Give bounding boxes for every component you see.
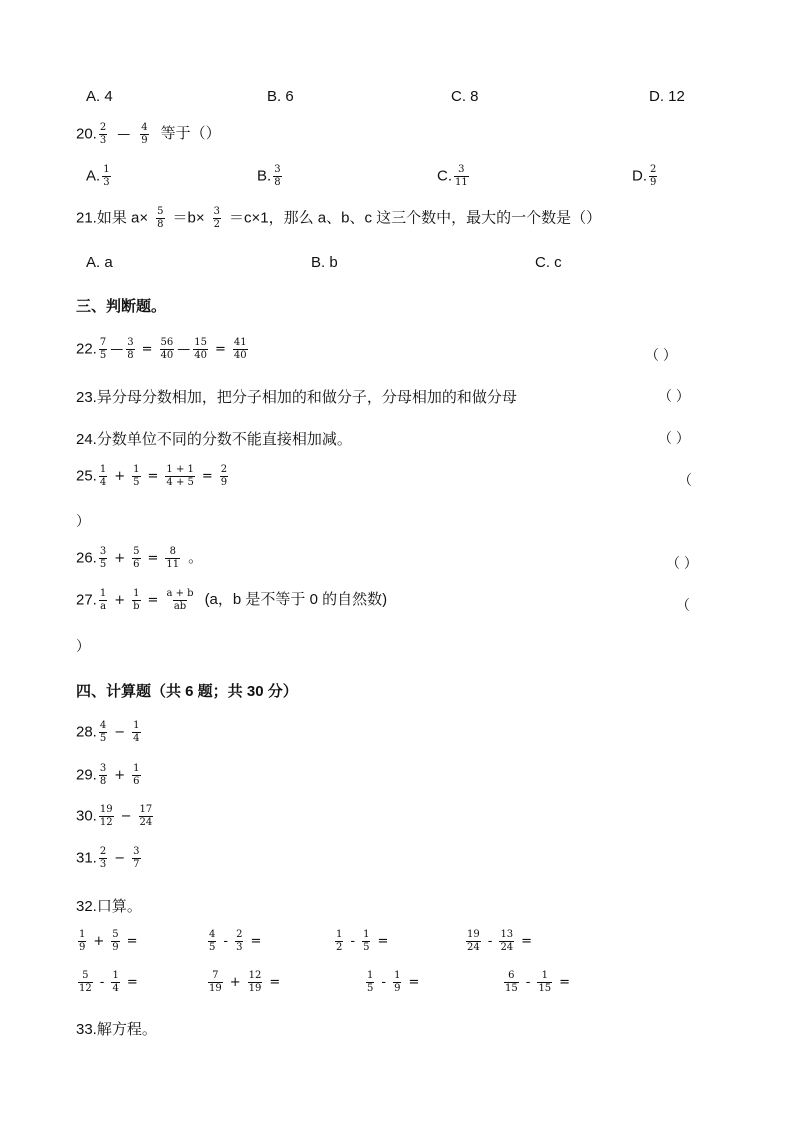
denominator: 19 [248, 983, 262, 994]
denominator: 3 [103, 177, 110, 188]
fraction [99, 546, 107, 571]
q20-option-d [632, 164, 659, 189]
mental-math-item [76, 970, 143, 995]
numerator: 4 [99, 720, 107, 731]
fraction [165, 588, 194, 613]
minus-sign: — [177, 342, 191, 358]
option-label: D. [632, 167, 647, 185]
mental-math-item [364, 970, 424, 995]
minus-sign: — [110, 342, 124, 358]
denominator: 3 [99, 135, 107, 146]
q28-number: 28. [76, 723, 97, 741]
numerator: 3 [458, 164, 465, 175]
operator: - [487, 934, 493, 950]
fraction [78, 970, 93, 995]
numerator: 6 [508, 970, 515, 981]
fraction [132, 588, 140, 613]
denominator: 15 [505, 983, 518, 994]
q30-number: 30. [76, 807, 97, 825]
denominator: 4 [99, 477, 107, 488]
numerator: 2 [650, 164, 657, 175]
equals-sign: = [141, 342, 153, 358]
q25-question [76, 464, 230, 489]
q30-question [76, 804, 155, 829]
denominator: 9 [220, 477, 228, 488]
denominator: 5 [133, 477, 140, 488]
numerator: 41 [233, 337, 247, 348]
fraction [160, 337, 175, 362]
fraction [466, 929, 481, 954]
numerator: 5 [82, 970, 89, 981]
numerator: 17 [139, 804, 153, 815]
numerator: 1 [99, 464, 107, 475]
fraction [99, 588, 107, 613]
numerator: 1 [112, 970, 119, 981]
denominator: 12 [79, 983, 92, 994]
q20-question [76, 122, 221, 147]
numerator: 1 [133, 720, 140, 731]
numerator: 1 + 1 [166, 464, 194, 475]
denominator: 9 [394, 983, 401, 994]
minus-sign: — [117, 127, 131, 143]
fraction [99, 337, 107, 362]
q25-number: 25. [76, 467, 97, 485]
equals-sign: = [559, 975, 571, 991]
numerator: 3 [133, 846, 140, 857]
numerator: 1 [133, 588, 140, 599]
mental-math-item [76, 929, 143, 954]
plus-sign: + [114, 768, 126, 784]
numerator: 1 [336, 929, 343, 940]
q19-option-a: A. 4 [86, 88, 113, 105]
denominator: 5 [367, 983, 374, 994]
section-3-heading: 三、判断题。 [76, 298, 167, 315]
numerator: 1 [99, 588, 107, 599]
denominator: 2 [213, 219, 220, 230]
mental-math-item [333, 929, 393, 954]
fraction [132, 464, 140, 489]
numerator: 3 [127, 337, 134, 348]
denominator: 15 [538, 983, 552, 994]
fraction [111, 929, 119, 954]
numerator: 19 [99, 804, 113, 815]
fraction [132, 546, 140, 571]
numerator: 56 [160, 337, 174, 348]
option-label: C. [437, 167, 452, 185]
fraction [366, 970, 374, 995]
q23-answer-box[interactable]: （ ） [658, 388, 690, 404]
numerator: 2 [99, 846, 107, 857]
denominator: 3 [99, 859, 107, 870]
numerator: 4 [209, 929, 216, 940]
numerator: 13 [500, 929, 514, 940]
q19-option-c: C. 8 [451, 88, 479, 105]
fraction [132, 763, 140, 788]
operator: - [223, 934, 229, 950]
plus-sign: + [114, 551, 126, 567]
fraction [220, 464, 228, 489]
denominator: 4 [112, 983, 119, 994]
q21-question [76, 206, 601, 231]
numerator: 7 [99, 337, 107, 348]
denominator: 2 [336, 942, 343, 953]
equals-sign: = [147, 551, 159, 567]
denominator: 5 [99, 350, 107, 361]
operator: + [93, 934, 105, 950]
mental-math-item [206, 929, 266, 954]
denominator: 8 [127, 350, 134, 361]
equals-sign: = [147, 469, 159, 485]
fraction [126, 337, 134, 362]
q27-answer-box-open[interactable]: （ [676, 597, 690, 613]
option-fraction [454, 164, 469, 189]
numerator: 8 [169, 546, 176, 557]
denominator: 5 [99, 733, 107, 744]
denominator: 6 [133, 559, 140, 570]
minus-sign: − [114, 851, 126, 867]
section-4-heading: 四、计算题（共 6 题；共 30 分） [76, 683, 298, 700]
option-fraction [273, 164, 281, 189]
q21-option-b: B. b [311, 254, 338, 271]
numerator: 1 [79, 929, 86, 940]
numerator: 1 [541, 970, 548, 981]
operator: - [525, 975, 531, 991]
operator: - [350, 934, 356, 950]
fraction [99, 720, 107, 745]
denominator: 9 [650, 177, 657, 188]
q23-question: 23.异分母分数相加，把分子相加的和做分子，分母相加的和做分母 [76, 389, 517, 406]
mental-math-item [206, 970, 285, 995]
numerator: a + b [166, 588, 194, 599]
option-fraction [102, 164, 110, 189]
minus-sign: − [120, 809, 132, 825]
operator: + [229, 975, 241, 991]
numerator: 5 [112, 929, 119, 940]
denominator: 40 [233, 350, 247, 361]
q21-fraction-2 [213, 206, 221, 231]
denominator: 24 [500, 942, 514, 953]
numerator: 1 [363, 929, 370, 940]
fraction [99, 804, 114, 829]
numerator: 1 [103, 164, 110, 175]
denominator: 8 [274, 177, 281, 188]
denominator: a [100, 601, 107, 612]
q21-fraction-1 [156, 206, 164, 231]
q20-option-c [437, 164, 471, 189]
q20-fraction-1 [99, 122, 107, 147]
plus-sign: + [114, 593, 126, 609]
denominator: 4 + 5 [166, 477, 194, 488]
equals-sign: = [126, 934, 138, 950]
q27-condition: (a，b 是不等于 0 的自然数) [204, 591, 388, 609]
equals-sign: = [408, 975, 420, 991]
numerator: 3 [99, 546, 107, 557]
q26-answer-box[interactable]: （ ） [666, 555, 698, 571]
fraction [537, 970, 552, 995]
fraction [233, 337, 248, 362]
numerator: 2 [220, 464, 228, 475]
q19-option-d: D. 12 [649, 88, 685, 105]
denominator: 40 [160, 350, 174, 361]
fraction [99, 846, 107, 871]
q27-number: 27. [76, 591, 97, 609]
equals-sign: = [250, 934, 262, 950]
numerator: 5 [133, 546, 140, 557]
minus-sign: − [114, 725, 126, 741]
q27-question [76, 588, 387, 613]
fraction [235, 929, 243, 954]
denominator: ab [173, 601, 187, 612]
numerator: 1 [367, 970, 374, 981]
fraction [139, 804, 154, 829]
denominator: 19 [209, 983, 222, 994]
q19-option-b: B. 6 [267, 88, 294, 105]
numerator: 1 [133, 763, 140, 774]
denominator: 8 [99, 776, 107, 787]
fraction [99, 763, 107, 788]
equals-sign: = [377, 934, 389, 950]
denominator: 12 [99, 817, 113, 828]
denominator: 11 [455, 177, 468, 188]
q20-option-a [86, 164, 113, 189]
q21-text-3: ＝c×1，那么 a、b、c 这三个数中，最大的一个数是（） [228, 209, 602, 227]
denominator: 5 [209, 942, 216, 953]
q24-question: 24.分数单位不同的分数不能直接相加减。 [76, 431, 352, 448]
q21-text-2: ＝b× [172, 209, 205, 227]
equals-sign: = [147, 593, 159, 609]
numerator: 4 [141, 122, 148, 133]
equals-sign: = [521, 934, 533, 950]
equals-sign: = [214, 342, 226, 358]
fraction [208, 970, 223, 995]
q20-fraction-2 [140, 122, 148, 147]
q20-number: 20. [76, 125, 97, 143]
q26-number: 26. [76, 549, 97, 567]
q32-title: 32.口算。 [76, 898, 142, 915]
numerator: 19 [467, 929, 480, 940]
plus-sign: + [114, 469, 126, 485]
mental-math-item [464, 929, 537, 954]
denominator: 3 [236, 942, 243, 953]
fraction [362, 929, 370, 954]
denominator: 8 [157, 219, 164, 230]
q26-question [76, 546, 203, 571]
q25-answer-box-close: ） [76, 513, 90, 529]
equals-sign: = [201, 469, 213, 485]
numerator: 2 [236, 929, 243, 940]
fraction [78, 929, 86, 954]
fraction [208, 929, 216, 954]
option-fraction [649, 164, 657, 189]
denominator: 24 [467, 942, 480, 953]
denominator: 9 [79, 942, 86, 953]
numerator: 3 [274, 164, 281, 175]
q24-answer-box[interactable]: （ ） [658, 430, 690, 446]
q22-question [76, 337, 250, 362]
denominator: 6 [133, 776, 140, 787]
q21-text-1: 21.如果 a× [76, 209, 149, 227]
fraction [132, 720, 140, 745]
denominator: 24 [139, 817, 153, 828]
fraction [248, 970, 263, 995]
q20-tail: 等于（） [160, 125, 221, 143]
denominator: b [133, 601, 140, 612]
denominator: 9 [112, 942, 119, 953]
fraction [165, 464, 194, 489]
fraction [165, 546, 180, 571]
numerator: 1 [394, 970, 401, 981]
numerator: 15 [194, 337, 207, 348]
mental-math-item [502, 970, 575, 995]
denominator: 5 [363, 942, 370, 953]
denominator: 40 [194, 350, 207, 361]
numerator: 3 [99, 763, 107, 774]
numerator: 12 [248, 970, 262, 981]
q22-answer-box[interactable]: （ ） [645, 347, 677, 363]
operator: - [381, 975, 387, 991]
fraction [504, 970, 519, 995]
q22-number: 22. [76, 340, 97, 358]
q31-question [76, 846, 143, 871]
q27-answer-box-close: ） [76, 638, 90, 654]
q28-question [76, 720, 143, 745]
numerator: 5 [157, 206, 164, 217]
q31-number: 31. [76, 849, 97, 867]
denominator: 9 [141, 135, 148, 146]
fraction [99, 464, 107, 489]
period: 。 [188, 549, 204, 567]
denominator: 4 [133, 733, 140, 744]
fraction [111, 970, 119, 995]
equals-sign: = [269, 975, 281, 991]
fraction [393, 970, 401, 995]
denominator: 11 [166, 559, 180, 570]
option-label: B. [257, 167, 272, 185]
numerator: 2 [99, 122, 107, 133]
q29-number: 29. [76, 766, 97, 784]
operator: - [99, 975, 105, 991]
q25-answer-box-open[interactable]: （ [678, 472, 692, 488]
equals-sign: = [126, 975, 138, 991]
numerator: 7 [212, 970, 219, 981]
denominator: 5 [99, 559, 107, 570]
q20-option-b [257, 164, 284, 189]
q21-option-a: A. a [86, 254, 113, 271]
fraction [499, 929, 514, 954]
denominator: 7 [133, 859, 140, 870]
fraction [193, 337, 208, 362]
fraction [335, 929, 343, 954]
numerator: 3 [213, 206, 220, 217]
q29-question [76, 763, 143, 788]
option-label: A. [86, 167, 101, 185]
q21-option-c: C. c [535, 254, 562, 271]
q33-title: 33.解方程。 [76, 1021, 157, 1038]
numerator: 1 [133, 464, 140, 475]
fraction [132, 846, 140, 871]
